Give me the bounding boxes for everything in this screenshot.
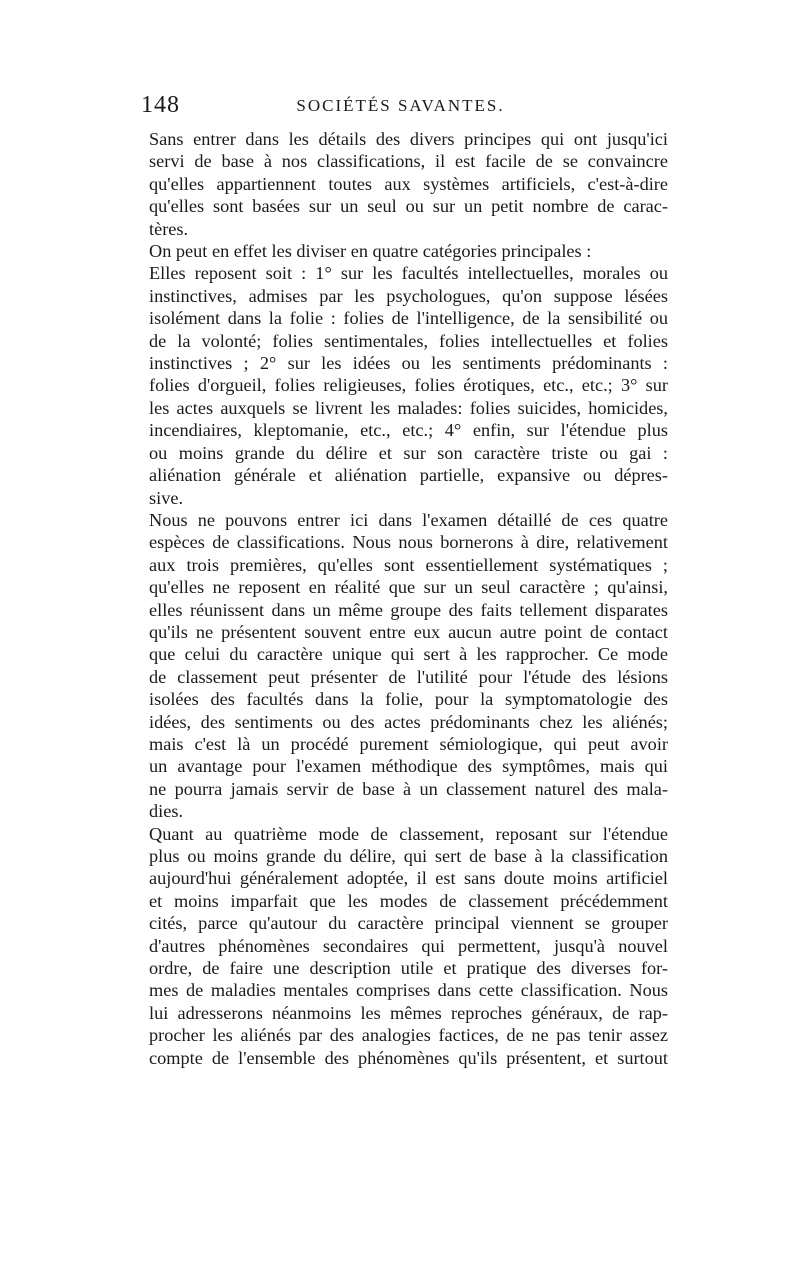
text-line: aliénation générale et aliénation partielle, expansive ou dépres- [149,465,668,486]
text-line: tères. [149,218,189,239]
text-line: qu'ils ne présentent souvent entre eux aucun autre point de contact [149,621,668,642]
body-text [133,128,668,1069]
text-line: Sans entrer dans les détails des divers principes qui ont jusqu'ici [149,129,668,149]
text-line: isolées des facultés dans la folie, pour la symptomatologie des [149,689,668,710]
text-line: ou moins grande du délire et sur son caractère triste ou gai : [149,442,668,463]
text-line: de la volonté; folies sentimentales, folies intellectuelles et folies [149,330,668,351]
text-line: et moins imparfait que les modes de classement précédemment [149,890,668,911]
text-line: qu'elles appartiennent toutes aux systèmes artificiels, c'est-à-dire [149,173,668,194]
text-line: Quant au quatrième mode de classement, reposant sur l'étendue [149,823,668,844]
text-line: dies. [149,801,184,822]
text-line: que celui du caractère unique qui sert à les rapprocher. Ce mode [149,644,668,665]
paragraph [133,823,668,1069]
text-line: cités, parce qu'autour du caractère principal viennent se grouper [149,913,668,934]
paragraph [133,128,668,240]
page-number: 148 [141,92,180,118]
text-line: ordre, de faire une description utile et pratique des diverses for- [149,958,668,979]
text-line: compte de l'ensemble des phénomènes qu'ils présentent, et surtout [149,1047,668,1068]
text-line: folies d'orgueil, folies religieuses, folies érotiques, etc., etc.; 3° sur [149,375,668,396]
text-line: aux trois premières, qu'elles sont essentiellement systématiques ; [149,554,668,575]
running-title: SOCIÉTÉS SAVANTES. [296,96,505,115]
text-line: espèces de classifications. Nous nous bornerons à dire, relativement [149,532,668,553]
text-line: de classement peut présenter de l'utilité pour l'étude des lésions [149,666,668,687]
text-line: un avantage pour l'examen méthodique des symptômes, mais qui [149,756,668,777]
text-line: qu'elles sont basées sur un seul ou sur un petit nombre de carac- [149,196,668,217]
text-line: lui adresserons néanmoins les mêmes reproches généraux, de rap- [149,1002,668,1023]
text-line: idées, des sentiments ou des actes prédominants chez les aliénés; [149,711,668,732]
text-line: mes de maladies mentales comprises dans cette classification. Nous [149,980,668,1001]
paragraph [133,262,668,508]
text-line: Elles reposent soit : 1° sur les facultés intellectuelles, morales ou [149,263,668,284]
text-line: qu'elles ne reposent en réalité que sur un seul caractère ; qu'ainsi, [149,577,668,598]
paragraph [133,240,668,262]
text-line: Nous ne pouvons entrer ici dans l'examen détaillé de ces quatre [149,509,668,530]
text-line: aujourd'hui généralement adoptée, il est sans doute moins artificiel [149,868,668,889]
text-line: instinctives, admises par les psychologues, qu'on suppose lésées [149,285,668,306]
text-line: instinctives ; 2° sur les idées ou les sentiments prédominants : [149,353,668,374]
text-line: mais c'est là un procédé purement sémiologique, qui peut avoir [149,733,668,754]
text-line: servi de base à nos classifications, il est facile de se convaincre [149,151,668,172]
text-line: procher les aliénés par des analogies factices, de ne pas tenir assez [149,1025,668,1046]
text-line: incendiaires, kleptomanie, etc., etc.; 4° enfin, sur l'étendue plus [149,420,668,441]
paragraph [133,509,668,823]
text-line: On peut en effet les diviser en quatre catégories principales : [149,241,592,262]
text-line: d'autres phénomènes secondaires qui permettent, jusqu'à nouvel [149,935,668,956]
text-line: les actes auxquels se livrent les malades: folies suicides, homicides, [149,397,668,418]
text-line: elles réunissent dans un même groupe des faits tellement disparates [149,599,668,620]
text-line: ne pourra jamais servir de base à un classement naturel des mala- [149,778,668,799]
text-line: sive. [149,487,184,508]
text-line: plus ou moins grande du délire, qui sert de base à la classification [149,846,668,866]
text-line: isolément dans la folie : folies de l'intelligence, de la sensibilité ou [149,308,668,329]
page-header [133,92,668,120]
